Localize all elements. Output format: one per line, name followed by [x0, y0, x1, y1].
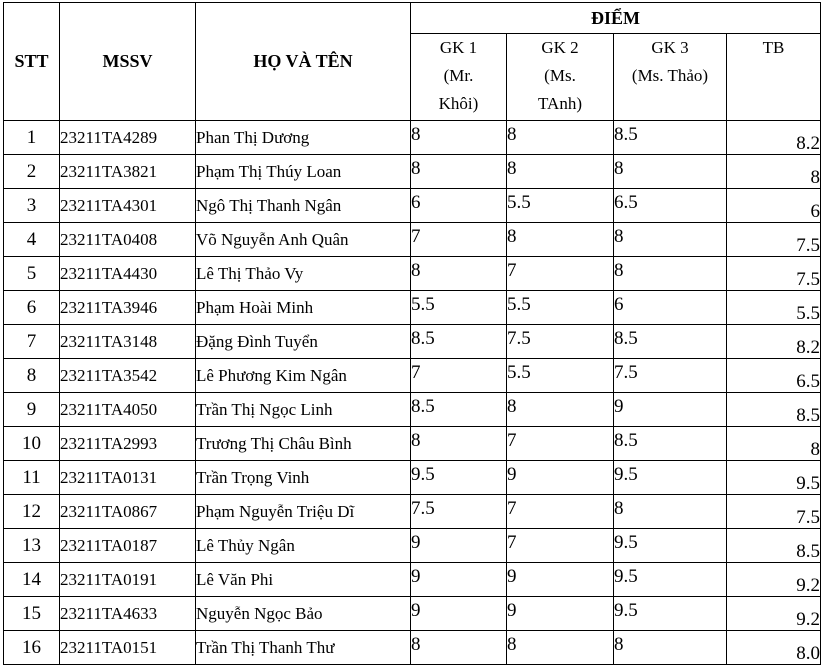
cell-mssv: 23211TA4301 — [60, 189, 196, 223]
cell-gk1: 8 — [411, 631, 507, 665]
header-mssv: MSSV — [60, 3, 196, 121]
grade-table — [3, 2, 821, 665]
cell-gk2: 8 — [507, 155, 614, 189]
cell-mssv: 23211TA3148 — [60, 325, 196, 359]
cell-gk2: 9 — [507, 563, 614, 597]
cell-name: Phạm Nguyễn Triệu Dĩ — [196, 495, 411, 529]
table-row — [4, 223, 821, 257]
header-gk1-line1: GK 1 — [439, 38, 478, 57]
cell-gk2: 7 — [507, 427, 614, 461]
cell-gk2: 8 — [507, 393, 614, 427]
header-tb-label: TB — [762, 38, 785, 57]
cell-mssv: 23211TA0408 — [60, 223, 196, 257]
header-tb — [727, 34, 821, 121]
header-gk2-line2: (Ms. — [544, 66, 576, 85]
cell-name: Trương Thị Châu Bình — [196, 427, 411, 461]
header-gk1-line3: Khôi) — [438, 94, 479, 113]
cell-mssv: 23211TA0867 — [60, 495, 196, 529]
cell-stt: 5 — [4, 257, 60, 291]
header-gk3 — [614, 34, 727, 121]
table-row — [4, 257, 821, 291]
cell-gk1: 9 — [411, 529, 507, 563]
cell-tb: 8.0 — [727, 631, 821, 665]
cell-gk2: 7.5 — [507, 325, 614, 359]
cell-stt: 13 — [4, 529, 60, 563]
cell-gk1: 7.5 — [411, 495, 507, 529]
cell-gk3: 8.5 — [614, 121, 727, 155]
cell-gk2: 8 — [507, 121, 614, 155]
cell-gk2: 5.5 — [507, 189, 614, 223]
table-row — [4, 597, 821, 631]
header-gk1 — [411, 34, 507, 121]
cell-mssv: 23211TA4289 — [60, 121, 196, 155]
cell-tb: 8 — [727, 427, 821, 461]
cell-gk2: 7 — [507, 529, 614, 563]
cell-gk3: 9.5 — [614, 597, 727, 631]
cell-mssv: 23211TA4050 — [60, 393, 196, 427]
cell-name: Lê Phương Kim Ngân — [196, 359, 411, 393]
cell-name: Lê Văn Phi — [196, 563, 411, 597]
cell-stt: 7 — [4, 325, 60, 359]
cell-gk1: 9 — [411, 597, 507, 631]
cell-tb: 6 — [727, 189, 821, 223]
table-row — [4, 529, 821, 563]
header-gk3-line2: (Ms. Thảo) — [631, 66, 709, 85]
cell-gk1: 8 — [411, 427, 507, 461]
table-row — [4, 155, 821, 189]
cell-mssv: 23211TA4633 — [60, 597, 196, 631]
cell-stt: 4 — [4, 223, 60, 257]
table-row — [4, 563, 821, 597]
cell-gk1: 5.5 — [411, 291, 507, 325]
cell-mssv: 23211TA0151 — [60, 631, 196, 665]
cell-gk3: 8 — [614, 223, 727, 257]
cell-name: Nguyễn Ngọc Bảo — [196, 597, 411, 631]
cell-gk1: 9 — [411, 563, 507, 597]
cell-tb: 9.5 — [727, 461, 821, 495]
header-name: HỌ VÀ TÊN — [196, 3, 411, 121]
table-body — [4, 121, 821, 665]
cell-mssv: 23211TA0131 — [60, 461, 196, 495]
cell-gk1: 9.5 — [411, 461, 507, 495]
table-row — [4, 631, 821, 665]
cell-name: Đặng Đình Tuyển — [196, 325, 411, 359]
cell-name: Ngô Thị Thanh Ngân — [196, 189, 411, 223]
header-row-top — [4, 3, 821, 34]
table-row — [4, 325, 821, 359]
cell-stt: 1 — [4, 121, 60, 155]
cell-name: Lê Thủy Ngân — [196, 529, 411, 563]
cell-name: Phan Thị Dương — [196, 121, 411, 155]
cell-gk2: 7 — [507, 495, 614, 529]
cell-gk1: 8.5 — [411, 393, 507, 427]
cell-name: Lê Thị Thảo Vy — [196, 257, 411, 291]
cell-stt: 2 — [4, 155, 60, 189]
cell-stt: 14 — [4, 563, 60, 597]
table-row — [4, 189, 821, 223]
cell-stt: 11 — [4, 461, 60, 495]
cell-tb: 8.2 — [727, 325, 821, 359]
cell-name: Trần Thị Thanh Thư — [196, 631, 411, 665]
cell-name: Võ Nguyễn Anh Quân — [196, 223, 411, 257]
cell-gk3: 9 — [614, 393, 727, 427]
cell-gk3: 8 — [614, 257, 727, 291]
cell-gk3: 8 — [614, 155, 727, 189]
cell-gk3: 9.5 — [614, 529, 727, 563]
cell-tb: 9.2 — [727, 597, 821, 631]
cell-name: Phạm Thị Thúy Loan — [196, 155, 411, 189]
cell-gk2: 8 — [507, 223, 614, 257]
cell-name: Trần Thị Ngọc Linh — [196, 393, 411, 427]
cell-stt: 15 — [4, 597, 60, 631]
cell-stt: 9 — [4, 393, 60, 427]
table-row — [4, 495, 821, 529]
header-gk2-line1: GK 2 — [541, 38, 579, 57]
cell-gk3: 9.5 — [614, 563, 727, 597]
cell-tb: 9.2 — [727, 563, 821, 597]
cell-tb: 8.5 — [727, 393, 821, 427]
table-row — [4, 427, 821, 461]
cell-gk1: 8 — [411, 155, 507, 189]
cell-gk2: 8 — [507, 631, 614, 665]
table-row — [4, 461, 821, 495]
header-gk1-line2: (Mr. — [443, 66, 474, 85]
cell-gk3: 8.5 — [614, 325, 727, 359]
header-gk3-line1: GK 3 — [651, 38, 689, 57]
cell-stt: 16 — [4, 631, 60, 665]
cell-tb: 6.5 — [727, 359, 821, 393]
cell-gk3: 9.5 — [614, 461, 727, 495]
cell-gk3: 6.5 — [614, 189, 727, 223]
cell-stt: 8 — [4, 359, 60, 393]
cell-tb: 7.5 — [727, 223, 821, 257]
table-row — [4, 359, 821, 393]
header-gk2-line3: TAnh) — [538, 94, 582, 113]
table-row — [4, 393, 821, 427]
cell-mssv: 23211TA3946 — [60, 291, 196, 325]
cell-mssv: 23211TA0187 — [60, 529, 196, 563]
table-row — [4, 121, 821, 155]
cell-tb: 8.2 — [727, 121, 821, 155]
cell-tb: 7.5 — [727, 257, 821, 291]
cell-mssv: 23211TA4430 — [60, 257, 196, 291]
cell-gk3: 7.5 — [614, 359, 727, 393]
cell-stt: 10 — [4, 427, 60, 461]
cell-gk2: 5.5 — [507, 291, 614, 325]
cell-stt: 12 — [4, 495, 60, 529]
cell-gk2: 9 — [507, 461, 614, 495]
cell-tb: 8.5 — [727, 529, 821, 563]
header-diem: ĐIỂM — [411, 3, 821, 34]
cell-gk2: 5.5 — [507, 359, 614, 393]
cell-gk1: 8 — [411, 121, 507, 155]
cell-name: Trần Trọng Vinh — [196, 461, 411, 495]
cell-gk1: 8 — [411, 257, 507, 291]
cell-tb: 7.5 — [727, 495, 821, 529]
cell-tb: 8 — [727, 155, 821, 189]
header-gk2 — [507, 34, 614, 121]
table-row — [4, 291, 821, 325]
cell-gk1: 7 — [411, 359, 507, 393]
cell-stt: 3 — [4, 189, 60, 223]
cell-name: Phạm Hoài Minh — [196, 291, 411, 325]
cell-tb: 5.5 — [727, 291, 821, 325]
header-stt: STT — [4, 3, 60, 121]
cell-gk1: 8.5 — [411, 325, 507, 359]
cell-gk3: 6 — [614, 291, 727, 325]
cell-gk2: 7 — [507, 257, 614, 291]
cell-mssv: 23211TA3542 — [60, 359, 196, 393]
cell-gk3: 8 — [614, 631, 727, 665]
cell-mssv: 23211TA2993 — [60, 427, 196, 461]
cell-gk3: 8 — [614, 495, 727, 529]
cell-gk1: 7 — [411, 223, 507, 257]
cell-gk2: 9 — [507, 597, 614, 631]
cell-gk1: 6 — [411, 189, 507, 223]
cell-mssv: 23211TA0191 — [60, 563, 196, 597]
cell-gk3: 8.5 — [614, 427, 727, 461]
cell-mssv: 23211TA3821 — [60, 155, 196, 189]
cell-stt: 6 — [4, 291, 60, 325]
